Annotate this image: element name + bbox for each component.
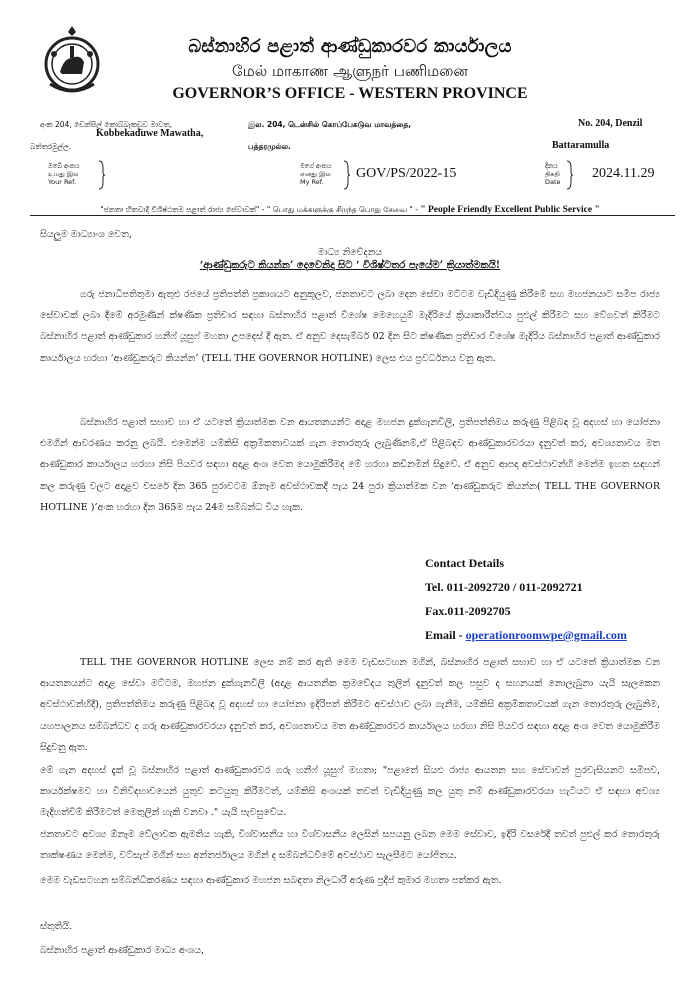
contact-email-link[interactable]: operationroomwpe@gmail.com <box>465 628 627 642</box>
release-subtitle: මාධ්‍ය නිවේදනය <box>317 247 383 258</box>
signature: බස්නාහිර පළාත් ආණ්ඩුකාර මාධ්‍ය අංශය, <box>40 945 204 956</box>
contact-email-line <box>425 628 627 643</box>
release-heading: ‘ආණ්ඩුකරුට කියන්න’ දෙවෙනිදා සිට ‘ විශිෂ්ටතර පැයේම’ ක්‍රියාත්මකයි! <box>199 260 501 271</box>
date-brace-icon <box>566 160 574 190</box>
paragraph-5: ජනතාවට අවශ්‍ය ඕනෑම වේලාවක ඇමතිය හැකි, විශ්වාසනීය හා විශ්වාසනීය ලෙසින් සපයනු ලබන මෙම සේවාව, ඉදිරි වසරේදී තවත් පුළුල් කර තොරතුරු තාක්ෂණය මෙන්ම, වට්සැප් මගින් සහ අන්තර්ජාලය මගින් ද සම්බන්ධවීමේ අවස්ථාව සැලසීමට යෝජිතය. <box>40 829 660 862</box>
date-value: 2024.11.29 <box>592 166 655 181</box>
your-ref-label: ඔබේ අංකය உமது இல Your Ref. <box>48 162 80 186</box>
slogan-si: "ජනතා හිතවාදී විශිෂ්ඨතම පළාත් රාජ්‍ය සේවාවක්" - <box>100 205 265 214</box>
my-ref-brace-icon <box>343 160 351 190</box>
my-ref-label: මගේ අංකය எனது இல My Ref. <box>300 162 332 186</box>
office-title-tamil: மேல் மாகாண ஆளுநர் பணிமனை <box>232 62 468 80</box>
contact-tel: Tel. 011-2092720 / 011-2092721 <box>425 580 583 594</box>
address-si-line1: අංක 204, ඩෙන්සිල් කොබ්බෑකඩුව මාවත, <box>40 120 172 129</box>
paragraph-2: බස්නාහිර පළාත් සභාව හා ඒ යටතේ ක්‍රියාත්මක වන ආයතනයන්ට අදාළ මහජන දුක්ගැනවිලි, ප්‍රතිපත්තිමය කරුණු පිළිබඳ වූ අදහස් හා යෝජනා එමගින් ආවරණය කරනු ලබයි. එමෙන්ම යම්කිසි අක්‍රමිකතාවයක් ගැන තොරතුරු ලැබුණිනම්,ඒ පිළිබඳව ආණ්ඩුකාරවරයා දැනුවත් කර, අවශ්‍යතාවය මත ආණ්ඩුකාර කාර්යාලය හරහා නිසි පියවර සඳහා අදාළ අංශ වෙත යොමුකිරීමද මේ හරහා කඩිනමින් සිදුවේ. ඒ අනුව ආපදා අවස්ථාවන්හි මෙන්ම ඉහත සඳහන් කල කරුණු වලට අදාළව වසරේ දින 365 පුරාවටම ඕනෑම අවස්ථාවකදී පැය 24 පුරා ක්‍රියාත්මක වන ‘ආණ්ඩුකරුට කියන්න( TELL THE GOVERNOR HOTLINE )’අංක හරහා දින 365ම පැය 24ම සම්බන්ධ විය හැක. <box>40 417 660 513</box>
slogan-en: " People Friendly Excellent Public Service " <box>420 205 600 215</box>
slogan <box>0 205 700 215</box>
your-ref-brace-icon <box>98 160 106 190</box>
paragraph-1: ගරු ජනාධිපතිතුමා ඇතුළු රජයේ ප්‍රතිපත්ති ප්‍රකාශයට අනුකූලව, ජනතාවට ලබා දෙන සේවා මට්ටම වැඩිදියුණු කිරීමේ සහ මහජනයාට සමීප රාජ්‍ය සේවාවක් ලබා දීමේ අරමුණින් ක්ෂණික ප්‍රතිචාර සඳහා බස්නාහිර පළාත් විශේෂ මෙහෙයුම් මැදිරියේ ක්‍රියාකාරීත්වය පුළුල් කිරීමට සහ වේගවත් කිරීමට බස්නාහිර පළාත් ආණ්ඩුකාර හනීෆ් යූසුෆ් මහතා උපදෙස් දී ඇත. ඒ අනුව දෙසැම්බර් 02 දින සිට ක්ෂණික ප්‍රතිචාර විශේෂ මැදිරිය බස්නාහිර පළාත් ආණ්ඩුකාර කාර්යාලය හරහා ‘ආණ්ඩුකරුට කියන්න’ (TELL THE GOVERNOR HOTLINE) ලෙස එය ප්‍රවර්ධනය වනු ඇත. <box>40 289 660 364</box>
contact-fax: Fax.011-2092705 <box>425 604 511 618</box>
address-en-line1: Kobbekaduwe Mawatha, <box>96 128 204 139</box>
paragraph-6: මෙම වැඩසටහන සම්බන්ධීකරණය සඳහා ආණ්ඩුකාර මහජන සබඳතා නිලධාරී අරුණ ප්‍රදීප් කුමාර මහතා පත්කර ඇත. <box>40 875 502 886</box>
paragraph-3: TELL THE GOVERNOR HOTLINE ලෙස නම් කර ඇති මෙම වැඩසටහන මගින්, බස්නාහිර පළාත් සභාව හා ඒ යටතේ ක්‍රියාත්මක වන ආයතනයන්ට අදාළ සේවා මට්ටම, මහජන දුක්ගැනවිලි (අදාළ ආයතනික ක්‍රමවේදය තුලින් දැනුවත් කල පසුව ද සහනයක් නොලැබුනා යැයි සැලකෙන අවස්ථාවන්හිදී), ප්‍රතිපත්තිමය කරුණු පිළිබඳ වූ අදහස් හා යෝජනා ඉදිරිපත් කිරීමට අවස්ථාව ලබා ගැනීම, යම්කිසි අක්‍රමිකතාවයක් ගැන තොරතුරු ලැබුනිම, යහපාලනය සම්බන්ධව ද ගරු ආණ්ඩුකාරවරයා දැනුවත් කර, අවශ්‍යතාවය මත ආණ්ඩුකාරවර කාර්යාලය හරහා නිසි පියවර සඳහා අදාළ අංශ වෙත යොමුකිරීම සිදුවනු ඇත. <box>40 657 660 753</box>
address-ta-line2: பத்தரமுல்ல. <box>248 142 291 151</box>
office-title-sinhala: බස්නාහිර පළාත් ආණ්ඩුකාරවර කාර්යාලය <box>188 36 512 57</box>
address-en-number: No. 204, Denzil <box>578 118 643 129</box>
address-si-line2: බත්තරමුල්ල. <box>30 142 72 151</box>
contact-email-label: Email - <box>425 628 466 642</box>
closing: ස්තුතියි. <box>40 921 73 932</box>
date-label: දිනය திகதி Date <box>545 162 561 186</box>
salutation: සියලුම මාධ්‍යාංශ වෙත, <box>40 229 132 240</box>
slogan-ta: " பொது மக்களுக்கு சிறந்த பொது சேவை " - <box>266 205 418 214</box>
address-en-city: Battaramulla <box>552 140 610 151</box>
header-divider <box>30 215 675 216</box>
contact-title: Contact Details <box>425 556 504 570</box>
address-ta-line1: இல. 204, டென்சில் கொப்பேகடுவ மாவத்தை, <box>248 120 412 129</box>
paragraph-4: මේ ගැන අදහස් දැක් වූ බස්නාහිර පළාත් ආණ්ඩුකාරවර ගරු හනීෆ් යූසුෆ් මහතා; "පළාතේ සියළු රාජ්‍ය ආයතන සහ සේවාවන් පුරවැසියනට සමීපව, කාර්යක්ෂමව හා විනිවිදභාවයෙන් යුතුව කටයුතු කිරීමටත්, යම්කිසි අංශයක් තවත් වැඩිදියුණු කල යුතු නම් ආණ්ඩුකාරවරයා හැටියට ඒ සඳහා අවශ්‍ය මැදිහත්වීම් කිරීමටත් මෙතුලින් හැකි වනවා ." යැයි පැවසුවේය. <box>40 765 660 819</box>
my-ref-value: GOV/PS/2022-15 <box>356 166 457 181</box>
office-title-english: GOVERNOR’S OFFICE - WESTERN PROVINCE <box>172 85 528 102</box>
